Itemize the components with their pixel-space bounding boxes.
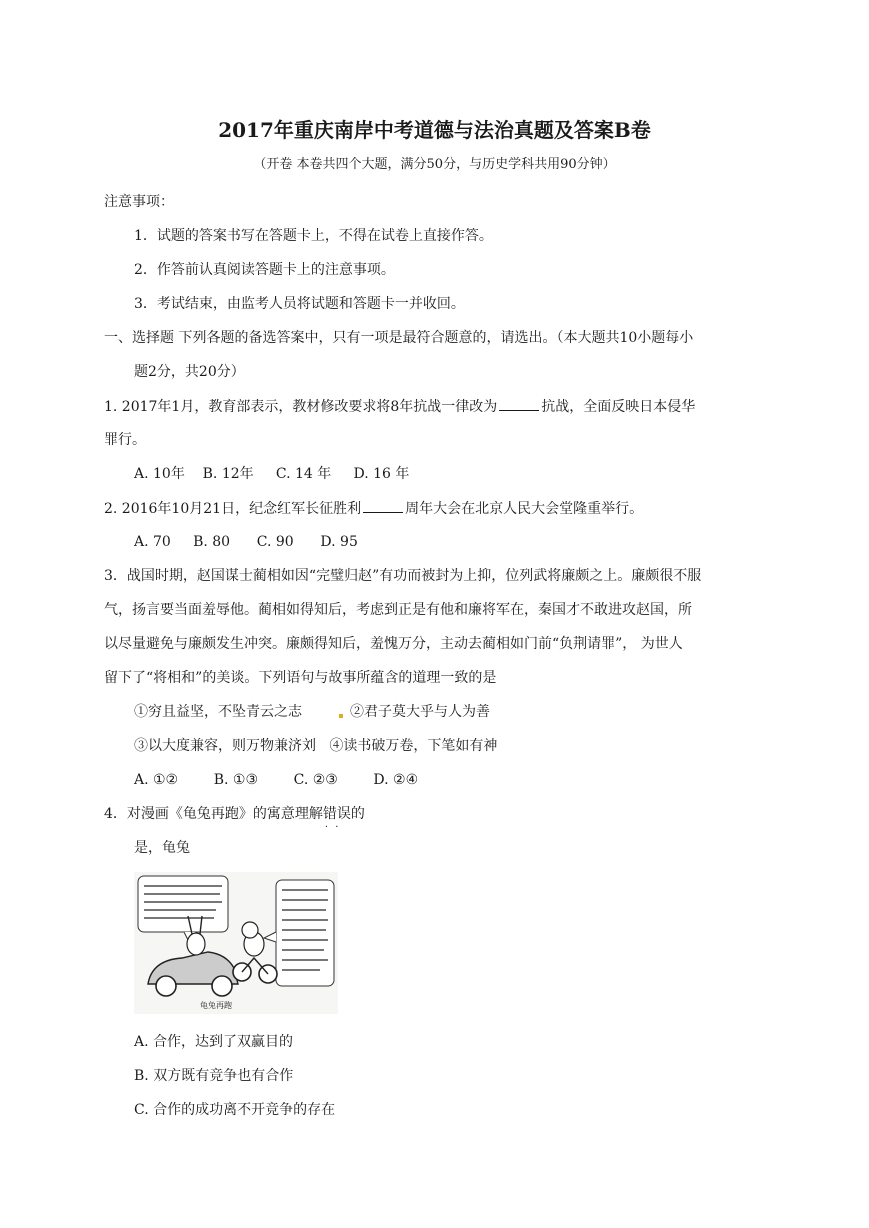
question-1 [104,396,695,417]
notice-item: 2．作答前认真阅读答题卡上的注意事项。 [134,262,395,278]
question-1-text-cont: 抗战，全面反映日本侵华 [541,399,696,415]
question-4-option-b: B. 双方既有竞争也有合作 [134,1068,294,1084]
cartoon-caption: 龟兔再跑 [200,1001,232,1010]
question-4-text-end: 是，龟兔 [134,840,190,856]
question-3-line: 留下了“将相和”的美谈。下列语句与故事所蕴含的道理一致的是 [104,670,497,686]
question-2-text-cont: 周年大会在北京人民大会堂隆重举行。 [405,501,644,517]
question-2-text: 2. 2016年10月21日，纪念红军长征胜利 [104,501,362,517]
question-1-options: A. 10年 B. 12年 C. 14 年 D. 16 年 [134,466,410,482]
cartoon-image [134,872,338,1014]
question-3-statement-1: ①穷且益坚，不坠青云之志 [134,704,302,720]
question-3-statements-3-4: ③以大度兼容，则万物兼济刘 ④读书破万卷，下笔如有神 [134,738,498,754]
page-title: 2017年重庆南岸中考道德与法治真题及答案B卷 [218,118,651,142]
question-4-text-cont: 的 [350,806,365,822]
question-1-text: 1. 2017年1月，教育部表示，教材修改要求将8年抗战一律改为 [104,399,498,415]
section-heading-cont: 题2分，共20分） [134,364,245,380]
notice-item: 3．考试结束，由监考人员将试题和答题卡一并收回。 [134,296,465,312]
notice-heading: 注意事项： [104,194,174,210]
stray-mark [339,714,343,718]
question-1-text-end: 罪行。 [104,432,146,448]
exam-subtitle: （开卷 本卷共四个大题，满分50分，与历史学科共用90分钟） [253,157,616,172]
question-3-statement-2: ②君子莫大乎与人为善 [350,704,490,720]
answer-blank [499,396,539,411]
question-3-line: 气，扬言要当面羞辱他。蔺相如得知后，考虑到正是有他和廉将军在，秦国才不敢进攻赵国，所 [104,602,692,618]
answer-blank [363,498,403,513]
question-3-options: A. ①② B. ①③ C. ②③ D. ②④ [134,772,419,788]
question-3-line: 3．战国时期，赵国谋士蔺相如因“完璧归赵”有功而被封为上抑，位列武将廉颇之上。廉颇很不服 [104,568,702,584]
emphasis-word: 错误 · · [323,806,351,822]
question-4 [104,804,365,824]
question-2-options: A. 70 B. 80 C. 90 D. 95 [134,534,358,550]
question-2 [104,498,643,519]
question-4-option-c: C. 合作的成功离不开竞争的存在 [134,1102,336,1118]
section-heading: 一、选择题 下列各题的备选答案中，只有一项是最符合题意的，请选出。（本大题共10小题每小 [104,330,694,346]
question-4-option-a: A. 合作，达到了双赢目的 [134,1034,294,1050]
question-4-text: 4．对漫画《龟兔再跑》的寓意理解 [104,806,323,822]
tortoise-hare-cartoon [134,872,338,1014]
question-3-line: 以尽量避免与廉颇发生冲突。廉颇得知后，羞愧万分，主动去蔺相如门前“负荆请罪”， 为世人 [104,636,683,652]
notice-item: 1．试题的答案书写在答题卡上，不得在试卷上直接作答。 [134,228,493,244]
